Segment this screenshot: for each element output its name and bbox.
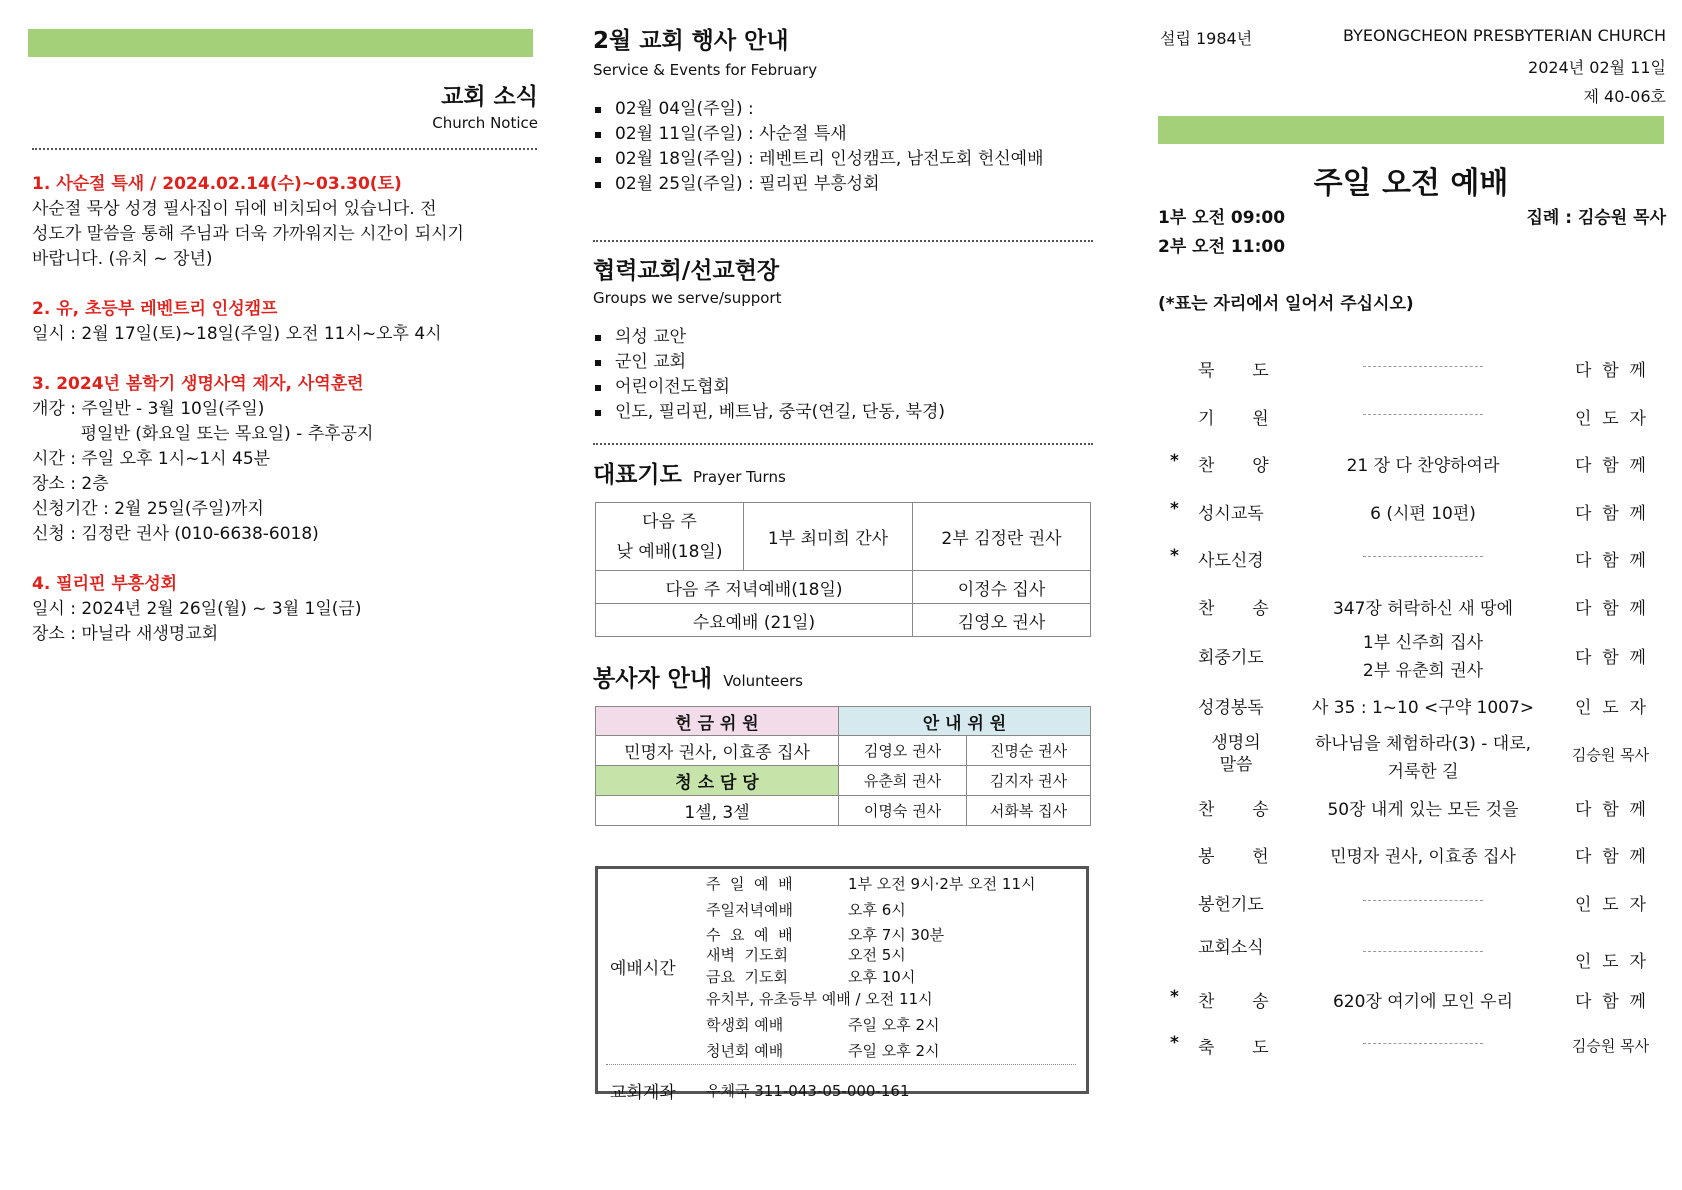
notice-text: 일시 : 2월 17일(토)~18일(주일) 오전 11시~오후 4시 — [32, 324, 442, 344]
table-cell: 민명자 권사, 이효종 집사 — [596, 736, 839, 766]
list-item: 찬 송 50장 내게 있는 모든 것을 다 함 께 — [1198, 800, 1646, 820]
usher-header: 안 내 위 원 — [839, 707, 1091, 736]
divider — [593, 240, 1093, 242]
volunteers-title: 봉사자 안내 — [593, 666, 713, 692]
table-cell: 이정수 집사 — [913, 571, 1091, 604]
divider — [32, 148, 537, 150]
dashes-line — [1363, 366, 1483, 367]
notice-heading: 3. 2024년 봄학기 생명사역 제자, 사역훈련 — [32, 374, 364, 394]
prayer-title: 대표기도 — [593, 462, 682, 488]
table-cell: 김영오 권사 — [913, 604, 1091, 637]
list-item: 02월 04일(주일) : — [593, 97, 1044, 122]
table-cell: 다음 주 낮 예배(18일) — [596, 503, 744, 571]
standing-note: (*표는 자리에서 일어서 주십시오) — [1158, 294, 1414, 314]
notice-list — [32, 172, 542, 647]
list-item: 기 원 인 도 자 — [1198, 409, 1646, 429]
list-item: 성경봉독 사 35 : 1~10 <구약 1007> 인 도 자 — [1198, 698, 1646, 718]
events-title: 2월 교회 행사 안내 — [593, 28, 789, 54]
events-subtitle: Service & Events for February — [593, 61, 818, 79]
prayer-heading — [593, 456, 786, 489]
list-item: 봉헌기도 인 도 자 — [1198, 895, 1646, 915]
missions-title: 협력교회/선교현장 — [593, 258, 780, 284]
divider — [606, 1064, 1076, 1065]
times-row: 유치부, 유초등부 예배 / 오전 11시 — [706, 990, 933, 1008]
list-item: 묵 도 다 함 께 — [1198, 361, 1646, 381]
church-name: BYEONGCHEON PRESBYTERIAN CHURCH — [1343, 26, 1666, 45]
notice-text: 장소 : 2층 — [32, 474, 109, 494]
dashes-line — [1363, 556, 1483, 557]
table-cell: 유춘희 권사 — [839, 766, 967, 796]
dashes-line — [1363, 414, 1483, 415]
times-row: 새벽 기도회 오전 5시 — [706, 946, 906, 964]
notice-title: 교회 소식 — [441, 84, 538, 110]
notice-subtitle: Church Notice — [432, 114, 538, 132]
service-leader: 집례 : 김승원 목사 — [1526, 208, 1666, 228]
list-item: 어린이전도협회 — [593, 375, 945, 400]
account-number: 우체국 311-043-05-000-161 — [706, 1082, 910, 1100]
notice-text: 신청 : 김정란 권사 (010-6638-6018) — [32, 524, 319, 544]
service-time-1: 1부 오전 09:00 — [1158, 208, 1286, 228]
list-item: 인도, 필리핀, 베트남, 중국(연길, 단동, 북경) — [593, 400, 945, 425]
green-bar-right — [1158, 116, 1664, 144]
dashes-line — [1363, 951, 1483, 952]
notice-heading: 2. 유, 초등부 레벤트리 인성캠프 — [32, 299, 278, 319]
notice-heading: 1. 사순절 특새 / 2024.02.14(수)~03.30(토) — [32, 174, 402, 194]
notice-item — [32, 572, 542, 647]
volunteers-heading — [593, 660, 803, 693]
volunteers-table — [595, 706, 1091, 826]
issue-number: 제 40-06호 — [1583, 87, 1666, 106]
list-item: * 축 도 김승원 목사 — [1170, 1033, 1650, 1058]
table-cell: 1부 최미희 간사 — [744, 503, 913, 571]
times-row: 학생회 예배 주일 오후 2시 — [706, 1016, 940, 1034]
list-item: 02월 18일(주일) : 레벤트리 인성캠프, 남전도회 헌신예배 — [593, 147, 1044, 172]
table-cell: 수요예배 (21일) — [596, 604, 913, 637]
table-cell: 2부 김정란 권사 — [913, 503, 1091, 571]
service-title: 주일 오전 예배 — [1313, 166, 1509, 201]
times-row: 수 요 예 배 오후 7시 30분 — [706, 926, 945, 944]
table-cell: 진명순 권사 — [967, 736, 1091, 766]
notice-item — [32, 172, 542, 272]
list-item: 생명의 말씀 하나님을 체험하라(3) - 대로, 거룩한 길 김승원 목사 — [1211, 733, 1650, 782]
notice-item — [32, 297, 542, 347]
missions-list — [593, 325, 945, 425]
volunteers-subtitle: Volunteers — [723, 672, 803, 690]
list-item: 회중기도 1부 신주희 집사 2부 유춘희 권사 다 함 께 — [1198, 633, 1646, 681]
missions-subtitle: Groups we serve/support — [593, 289, 782, 307]
list-item: 02월 11일(주일) : 사순절 특새 — [593, 122, 1044, 147]
list-item: 02월 25일(주일) : 필리핀 부흥성회 — [593, 172, 1044, 197]
dashes-line — [1363, 900, 1483, 901]
times-row: 청년회 예배 주일 오후 2시 — [706, 1042, 940, 1060]
list-item: * 찬 양 21 장 다 찬양하여라 다 함 께 — [1170, 451, 1646, 476]
notice-text: 평일반 (화요일 또는 목요일) - 추후공지 — [32, 424, 374, 444]
notice-text: 사순절 묵상 성경 필사집이 뒤에 비치되어 있습니다. 전 — [32, 199, 437, 219]
green-bar-left — [28, 29, 533, 57]
notice-item — [32, 372, 542, 547]
cleaning-header: 청 소 담 당 — [596, 766, 839, 796]
times-row: 주 일 예 배 1부 오전 9시·2부 오전 11시 — [706, 875, 1036, 893]
service-time-2: 2부 오전 11:00 — [1158, 237, 1286, 257]
offering-header: 헌 금 위 원 — [596, 707, 839, 736]
table-cell: 다음 주 저녁예배(18일) — [596, 571, 913, 604]
times-row: 금요 기도회 오후 10시 — [706, 968, 916, 986]
notice-text: 성도가 말씀을 통해 주님과 더욱 가까워지는 시간이 되시기 — [32, 224, 464, 244]
prayer-table — [595, 502, 1091, 637]
notice-text: 시간 : 주일 오후 1시~1시 45분 — [32, 449, 271, 469]
list-item: * 찬 송 620장 여기에 모인 우리 다 함 께 — [1170, 987, 1646, 1012]
founded: 설립 1984년 — [1160, 29, 1253, 48]
list-item: 군인 교회 — [593, 350, 945, 375]
list-item: * 사도신경 다 함 께 — [1170, 546, 1646, 571]
times-box — [595, 866, 1089, 1103]
table-cell: 1셀, 3셀 — [596, 796, 839, 826]
notice-text: 장소 : 마닐라 새생명교회 — [32, 624, 219, 644]
list-item: 의성 교안 — [593, 325, 945, 350]
list-item: 봉 헌 민명자 권사, 이효종 집사 다 함 께 — [1198, 847, 1646, 867]
divider — [593, 443, 1093, 445]
account-label: 교회계좌 — [610, 1083, 676, 1103]
table-cell: 서화복 집사 — [967, 796, 1091, 826]
times-row: 주일저녁예배 오후 6시 — [706, 901, 906, 919]
table-cell: 이명숙 권사 — [839, 796, 967, 826]
notice-heading: 4. 필리핀 부흥성회 — [32, 574, 178, 594]
list-item: 찬 송 347장 허락하신 새 땅에 다 함 께 — [1198, 599, 1646, 619]
notice-text: 신청기간 : 2월 25일(주일)까지 — [32, 499, 264, 519]
list-item: 교회소식 인 도 자 — [1198, 938, 1646, 972]
table-cell: 김영오 권사 — [839, 736, 967, 766]
notice-text: 개강 : 주일반 - 3월 10일(주일) — [32, 399, 265, 419]
times-label: 예배시간 — [610, 959, 676, 979]
dashes-line — [1363, 1043, 1483, 1044]
bulletin-date: 2024년 02월 11일 — [1528, 58, 1666, 77]
notice-text: 일시 : 2024년 2월 26일(월) ~ 3월 1일(금) — [32, 599, 362, 619]
events-list — [593, 97, 1044, 197]
notice-text: 바랍니다. (유치 ~ 장년) — [32, 249, 213, 269]
prayer-subtitle: Prayer Turns — [692, 468, 786, 486]
table-cell: 김지자 권사 — [967, 766, 1091, 796]
list-item: * 성시교독 6 (시편 10편) 다 함 께 — [1170, 499, 1646, 524]
